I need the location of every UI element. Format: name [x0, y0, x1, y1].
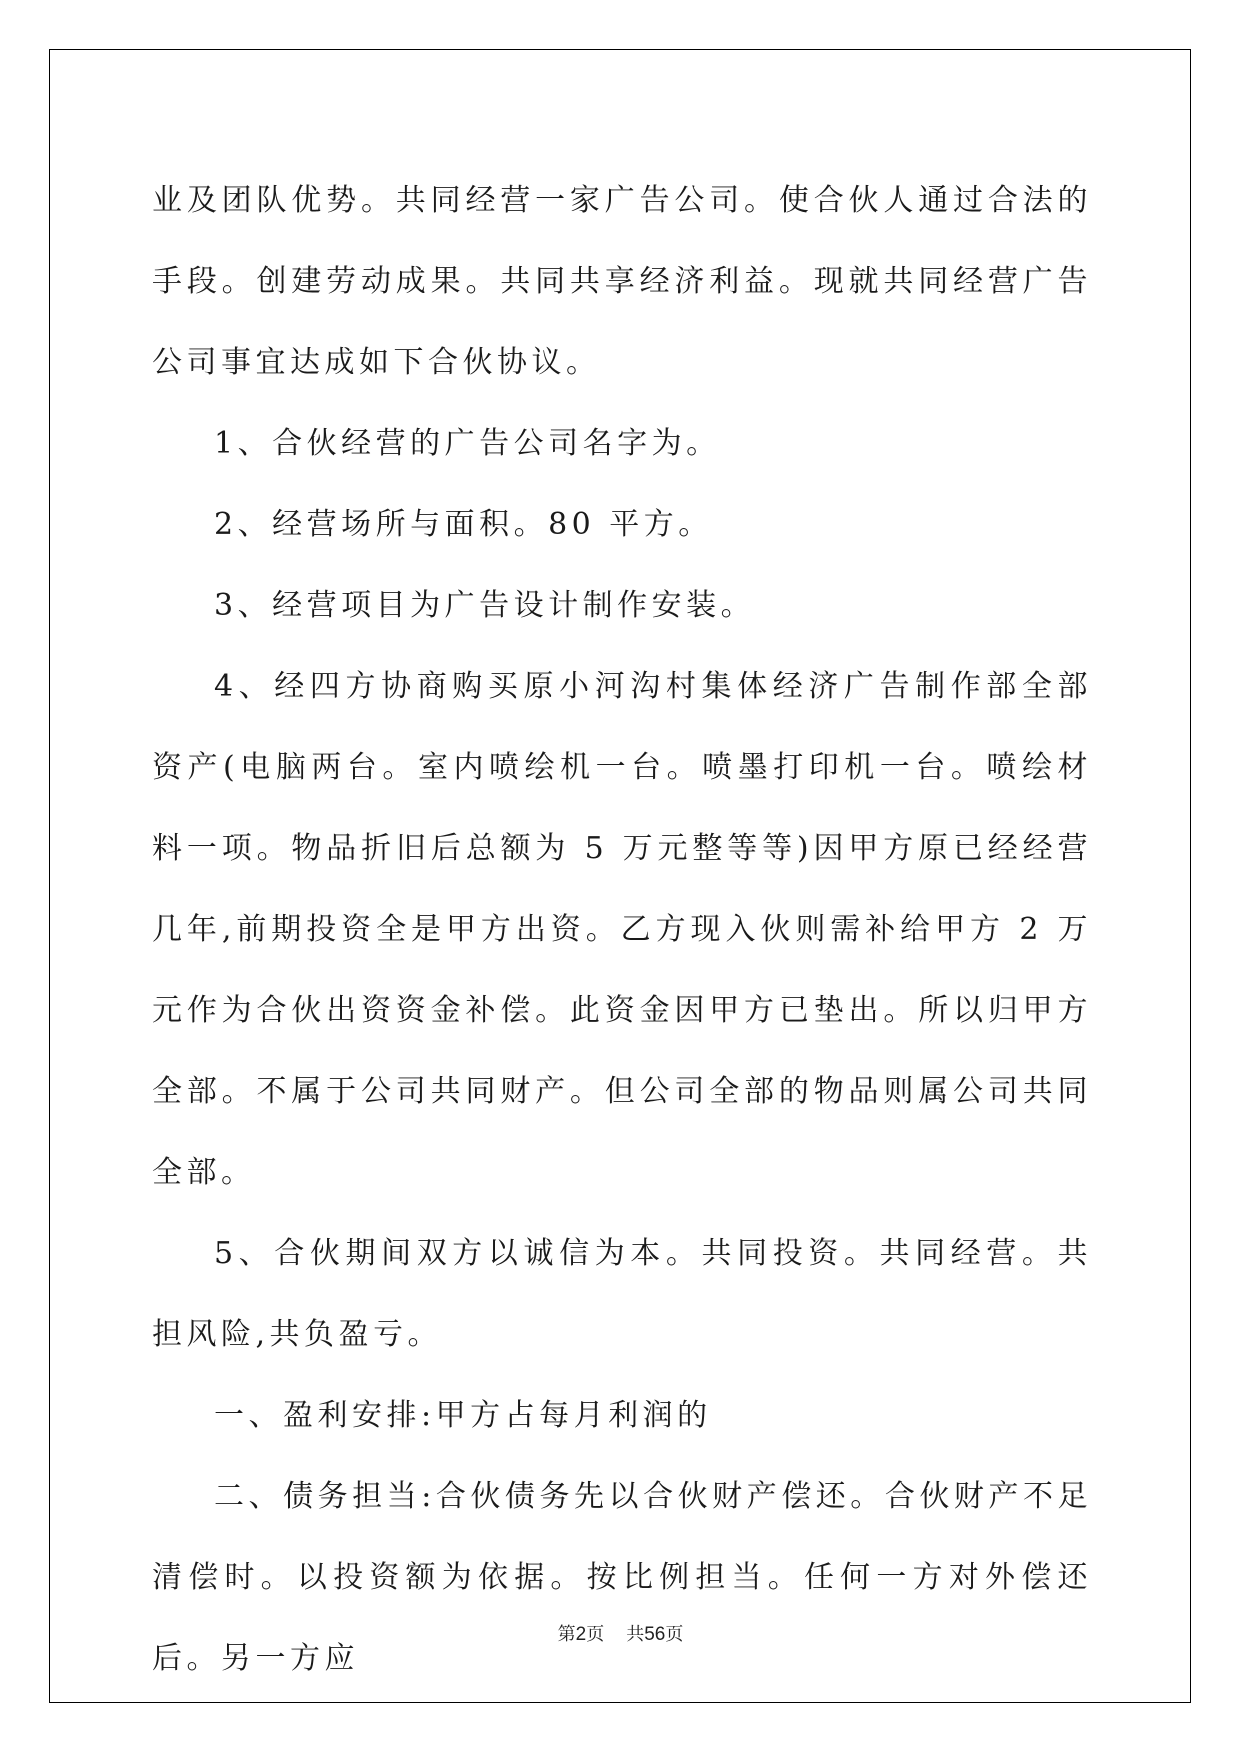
paragraph-8: 二、债务担当:合伙债务先以合伙财产偿还。合伙财产不足清偿时。以投资额为依据。按比例担当。任何一方对外偿还后。另一方应 — [152, 1479, 1092, 1676]
page-footer — [0, 1620, 1241, 1646]
total-prefix: 共 — [626, 1624, 645, 1645]
paragraph-2: 1、合伙经营的广告公司名字为。 — [214, 426, 721, 461]
paragraph-1: 业及团队优势。共同经营一家广告公司。使合伙人通过合法的手段。创建劳动成果。共同共享经济利益。现就共同经营广告公司事宜达成如下合伙协议。 — [152, 183, 1092, 380]
page-prefix: 第 — [557, 1624, 576, 1645]
paragraph-6: 5、合伙期间双方以诚信为本。共同投资。共同经营。共担风险,共负盈亏。 — [152, 1236, 1092, 1352]
total-pages: 56 — [644, 1624, 666, 1645]
page-number: 2 — [575, 1624, 587, 1645]
page-suffix: 页 — [586, 1624, 605, 1645]
document-body — [152, 160, 1092, 1699]
paragraph-3: 2、经营场所与面积。80 平方。 — [214, 507, 713, 542]
paragraph-5: 4、经四方协商购买原小河沟村集体经济广告制作部全部资产(电脑两台。室内喷绘机一台。喷墨打印机一台。喷绘材料一项。物品折旧后总额为 5 万元整等等)因甲方原已经经营几年,前期投资全是甲方出资。乙方现入伙则需补给甲方 2 万 元作为合伙出资资金补偿。此资金因甲方已垫出。所以归甲方全部。不属于公司共同财产。但公司全部的物品则属公司共同全部。 — [152, 669, 1092, 1190]
total-suffix: 页 — [665, 1624, 684, 1645]
paragraph-7: 一、盈利安排:甲方占每月利润的 — [214, 1398, 712, 1433]
paragraph-4: 3、经营项目为广告设计制作安装。 — [214, 588, 756, 623]
